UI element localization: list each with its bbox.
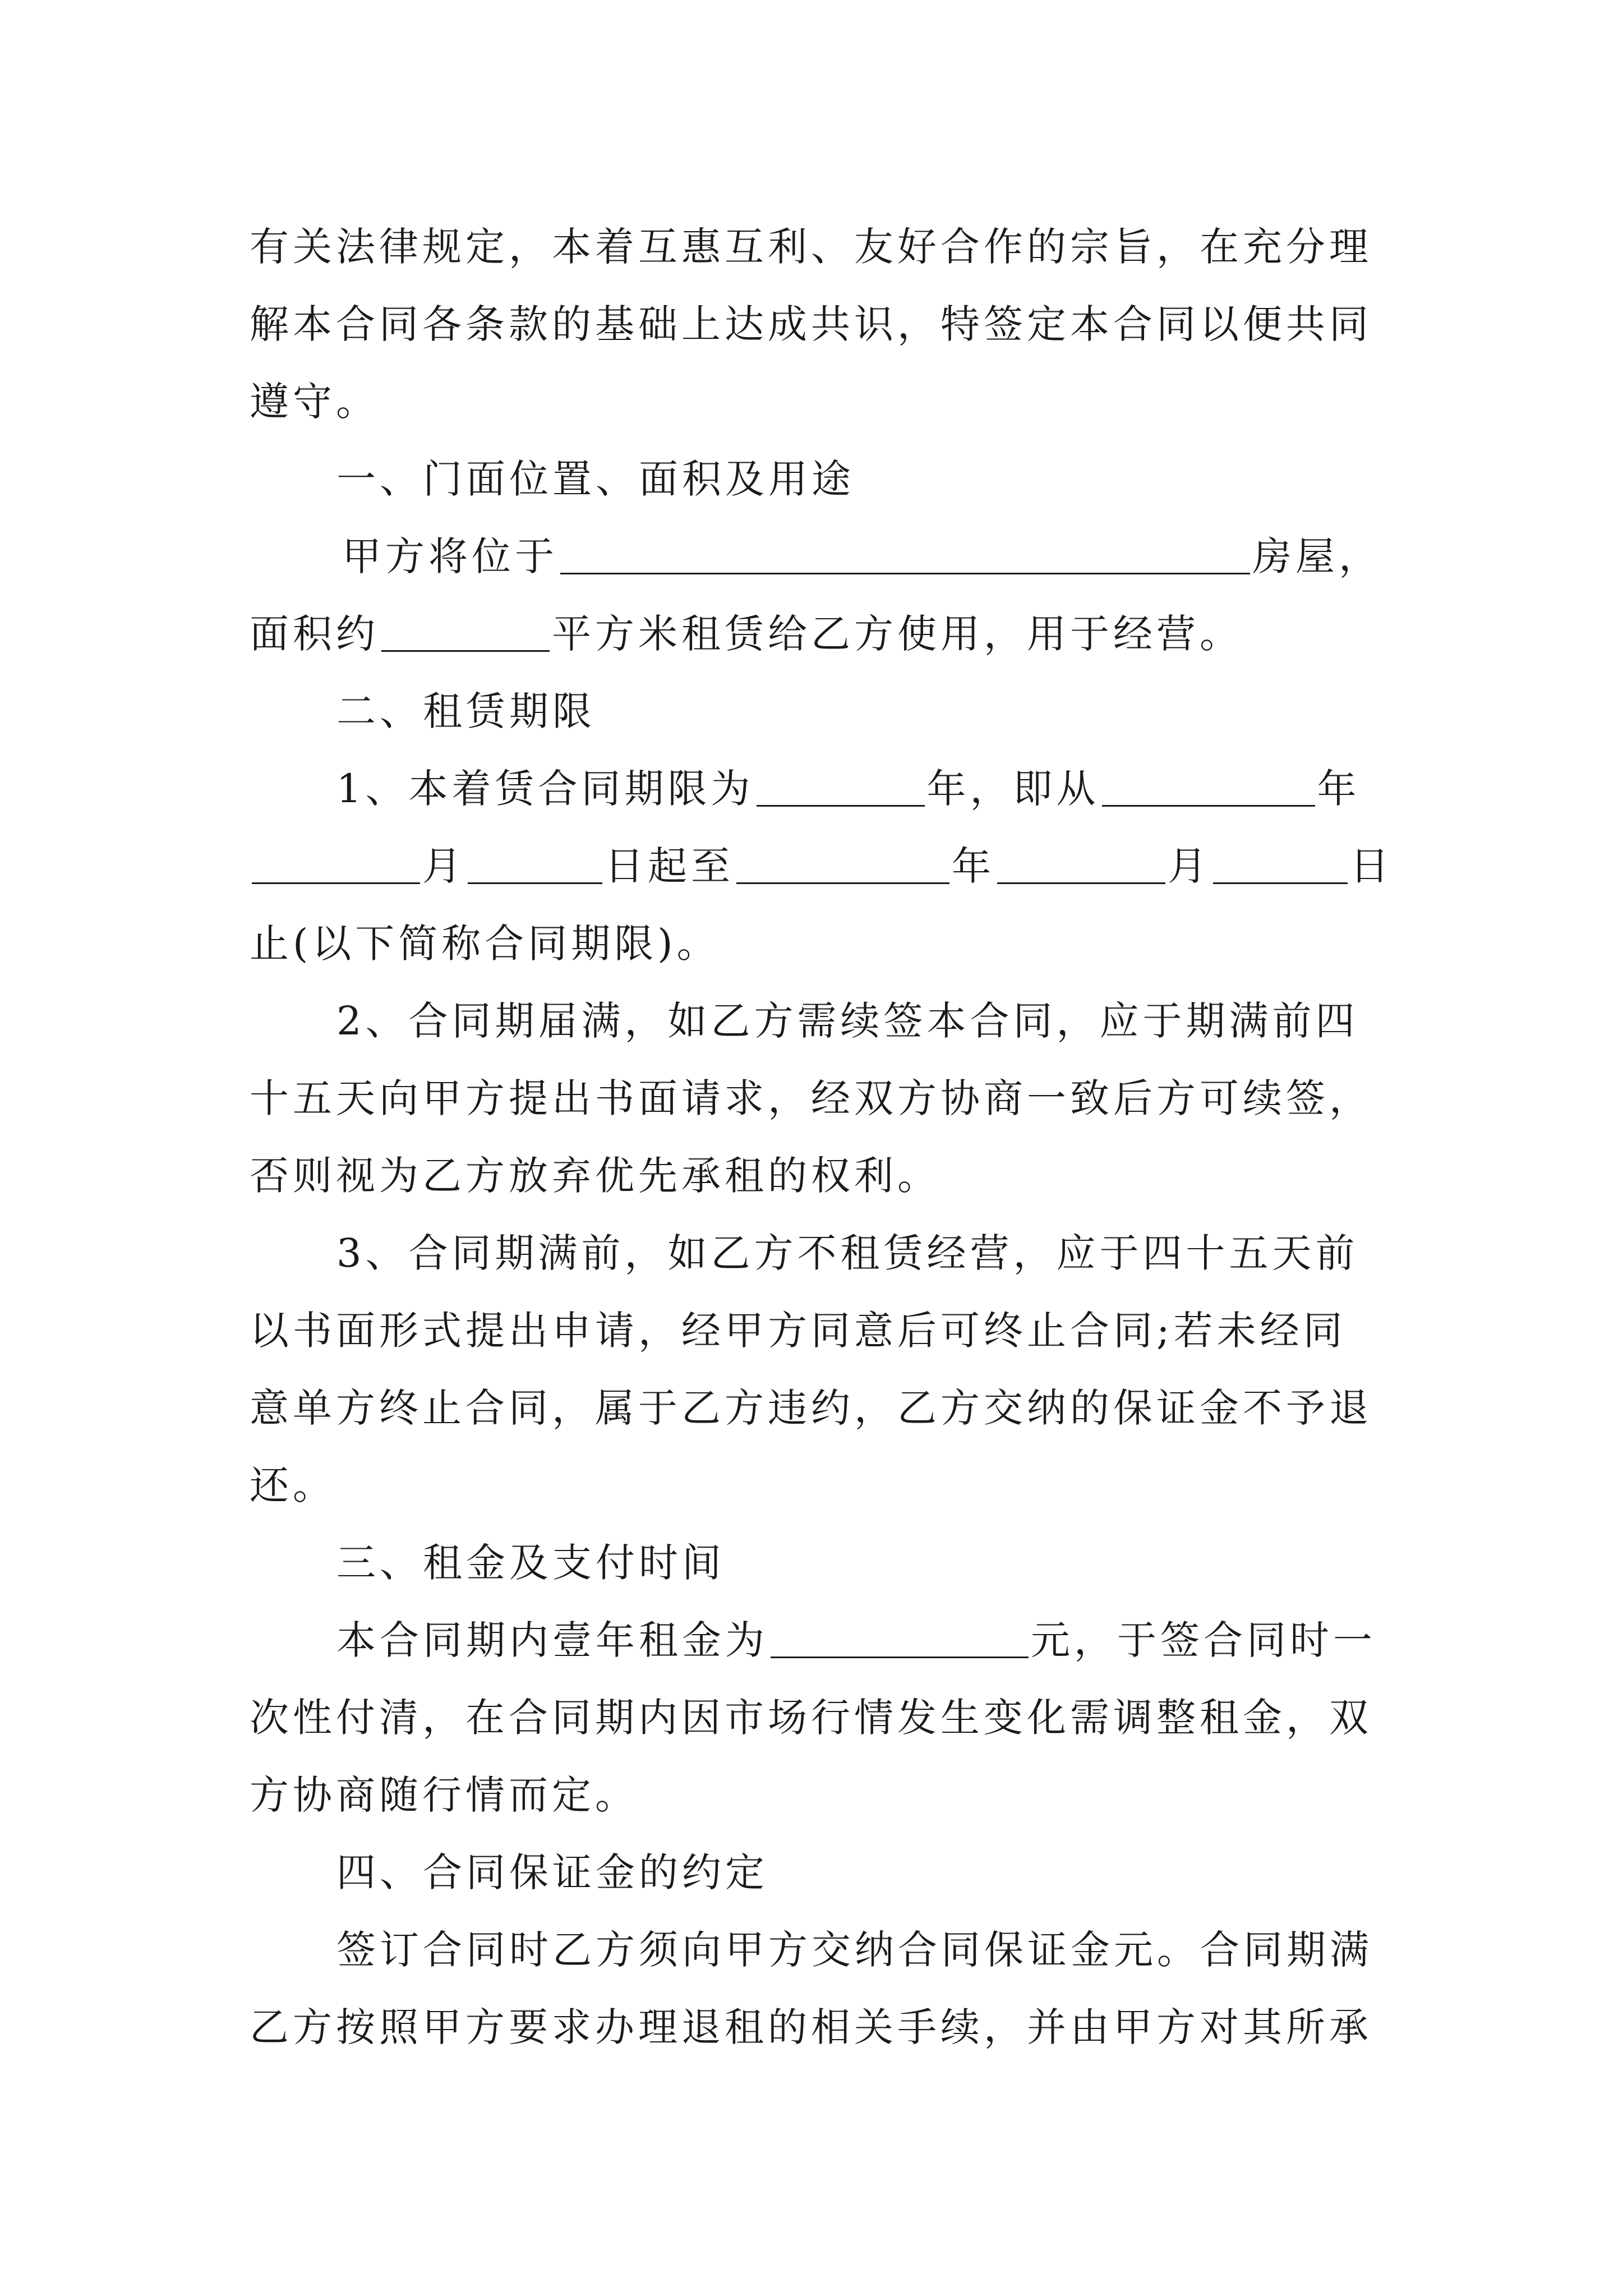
paragraph-line: 遵守。 — [250, 379, 379, 425]
paragraph-line: 签订合同时乙方须向甲方交纳合同保证金元。合同期满 — [336, 1927, 1373, 1973]
paragraph-line: 以书面形式提出申请，经甲方同意后可终止合同;若未经同 — [250, 1308, 1347, 1354]
area-text-b: 平方米租赁给乙方使用，用于经营。 — [552, 611, 1243, 657]
date-text-d: 月 — [1168, 843, 1211, 889]
date-line — [250, 838, 1393, 894]
paragraph-line: 2、合同期届满，如乙方需续签本合同，应于期满前四 — [336, 998, 1359, 1044]
paragraph-line: 次性付清，在合同期内因市场行情发生变化需调整租金，双 — [250, 1695, 1372, 1741]
paragraph-line: 方协商随行情而定。 — [250, 1772, 638, 1818]
section-heading-1: 一、门面位置、面积及用途 — [336, 456, 855, 502]
paragraph-line: 3、合同期满前，如乙方不租赁经营，应于四十五天前 — [336, 1230, 1359, 1276]
end-year-blank — [736, 849, 949, 884]
date-text-a: 月 — [422, 843, 465, 889]
end-month-blank — [997, 849, 1165, 884]
start-day-blank — [468, 849, 602, 884]
section-heading-2: 二、租赁期限 — [336, 688, 596, 734]
rent-text-a: 本合同期内壹年租金为 — [336, 1617, 768, 1663]
term-text-b: 年，即从 — [926, 766, 1100, 812]
paragraph-line: 有关法律规定，本着互惠互利、友好合作的宗旨，在充分理 — [250, 224, 1372, 270]
term-line — [336, 761, 1361, 817]
paragraph-line: 还。 — [250, 1462, 336, 1508]
location-text-a: 甲方将位于 — [342, 533, 558, 579]
section-heading-4: 四、合同保证金的约定 — [336, 1849, 768, 1895]
house-address-blank — [560, 539, 1250, 574]
section-heading-3: 三、租金及支付时间 — [336, 1540, 725, 1586]
term-text-c: 年 — [1317, 766, 1361, 812]
rent-amount-blank — [771, 1623, 1029, 1658]
paragraph-line: 意单方终止合同，属于乙方违约，乙方交纳的保证金不予退 — [250, 1385, 1372, 1431]
start-month-blank — [252, 849, 420, 884]
date-text-c: 年 — [952, 843, 995, 889]
paragraph-line: 十五天向甲方提出书面请求，经双方协商一致后方可续签， — [250, 1075, 1372, 1121]
rent-line — [336, 1612, 1376, 1668]
rent-text-b: 元，于签合同时一 — [1031, 1617, 1376, 1663]
paragraph-line: 否则视为乙方放弃优先承租的权利。 — [250, 1153, 940, 1199]
date-text-e: 日 — [1350, 843, 1393, 889]
area-blank — [381, 616, 550, 652]
paragraph-line: 乙方按照甲方要求办理退租的相关手续，并由甲方对其所承 — [250, 2004, 1372, 2050]
term-years-blank — [757, 771, 925, 807]
paragraph-line: 止(以下简称合同期限)。 — [250, 921, 720, 967]
term-text-a: 1、本着赁合同期限为 — [336, 766, 754, 812]
start-year-blank — [1102, 771, 1315, 807]
area-text-a: 面积约 — [250, 611, 379, 657]
location-text-b: 房屋， — [1252, 533, 1382, 579]
date-text-b: 日起至 — [605, 843, 734, 889]
area-line — [250, 606, 1243, 662]
paragraph-line: 解本合同各条款的基础上达成共识，特签定本合同以便共同 — [250, 301, 1372, 347]
location-line — [342, 528, 1382, 585]
end-day-blank — [1213, 849, 1348, 884]
